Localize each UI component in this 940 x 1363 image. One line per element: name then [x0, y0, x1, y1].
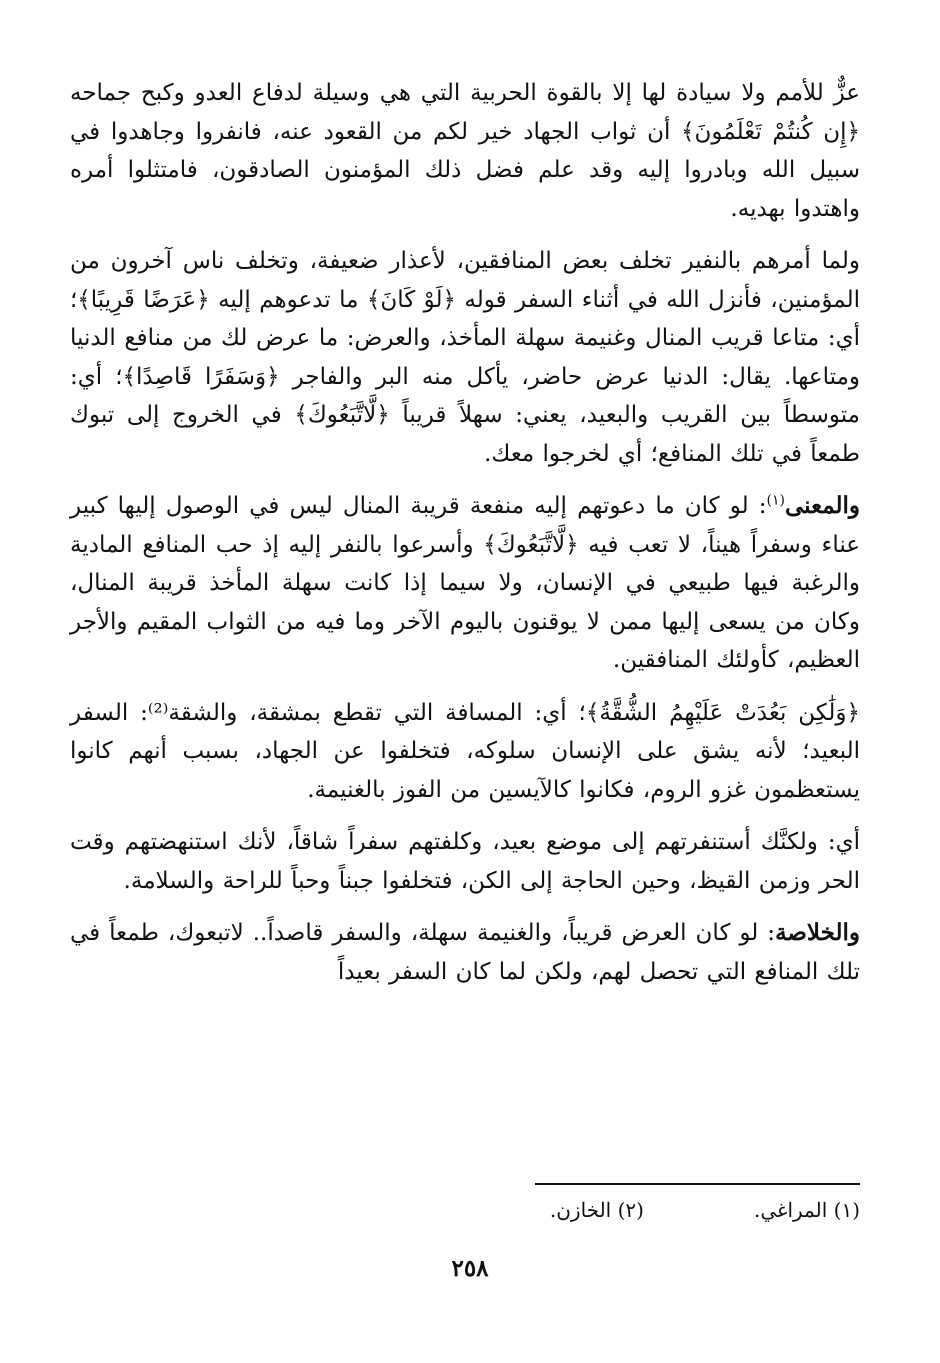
footnote-2 — [550, 1198, 644, 1222]
paragraph-text: أي: ولكنَّك أستنفرتهم إلى موضع بعيد، وكلفتهم سفراً شاقاً، لأنك استنهضتهم وقت الحر وزمن القيظ، وحين الحاجة إلى الكن، فتخلفوا جبناً وحباً للراحة والسلامة. — [70, 829, 860, 894]
paragraph-5 — [70, 823, 860, 900]
page-number: ٢٥٨ — [451, 1255, 489, 1282]
footnote-number: (٢) — [617, 1198, 644, 1222]
paragraph-text: : لو كان ما دعوتهم إليه منفعة قريبة المنال ليس في الوصول إليها كبير عناء وسفراً هيناً، لا تعب فيه ﴿لَّاتَّبَعُوكَ﴾ وأسرعوا بالنفر إليه إذ حب المنافع المادية والرغبة فيها طبيعي في الإنسان، ولا سيما إذا كانت سهلة المأخذ قريبة المنال، وكان من يسعى إليها ممن لا يوقنون باليوم الآخر وما فيه من الثواب المقيم والأجر العظيم، كأولئك المنافقين. — [70, 493, 860, 673]
paragraph-6 — [70, 914, 860, 991]
paragraph-text: عزٌّ للأمم ولا سيادة لها إلا بالقوة الحربية التي هي وسيلة لدفاع العدو وكبح جماحه ﴿إِن كُنتُمْ تَعْلَمُونَ﴾ أن ثواب الجهاد خير لكم من القعود عنه، فانفروا وجاهدوا في سبيل الله وبادروا إليه وقد علم فضل ذلك المؤمنون الصادقون، فامتثلوا أمره واهتدوا بهديه. — [70, 80, 860, 222]
footnotes — [70, 1198, 860, 1222]
footnote-1 — [754, 1198, 860, 1222]
paragraph-4 — [70, 694, 860, 810]
paragraph-text: ولما أمرهم بالنفير تخلف بعض المنافقين، لأعذار ضعيفة، وتخلف ناس آخرون من المؤمنين، فأنزل الله في أثناء السفر قوله ﴿لَوْ كَانَ﴾ ما تدعوهم إليه ﴿عَرَضًا قَرِيبًا﴾؛ أي: متاعا قريب المنال وغنيمة سهلة المأخذ، والعرض: ما عرض لك من منافع الدنيا ومتاعها. يقال: الدنيا عرض حاضر، يأكل منه البر والفاجر ﴿وَسَفَرًا قَاصِدًا﴾؛ أي: متوسطاً بين القريب والبعيد، يعني: سهلاً قريباً ﴿لَّاتَّبَعُوكَ﴾ في الخروج إلى تبوك طمعاً في تلك المنافع؛ أي لخرجوا معك. — [70, 248, 860, 467]
footnote-divider — [535, 1183, 860, 1185]
paragraph-3 — [70, 487, 860, 680]
paragraph-lead: والخلاصة — [775, 919, 860, 946]
paragraph-text: ﴿وَلَٰكِن بَعُدَتْ عَلَيْهِمُ الشُّقَّةُ﴾؛ أي: المسافة التي تقطع بمشقة، والشقة⁽²⁾: السفر البعيد؛ لأنه يشق على الإنسان سلوكه، فتخلفوا عن الجهاد، بسبب أنهم كانوا يستعظمون غزو الروم، فكانوا كالآيسين من الفوز بالغنيمة. — [70, 699, 861, 803]
paragraph-2 — [70, 242, 860, 473]
paragraph-lead: والمعنى — [784, 492, 860, 519]
paragraph-text: : لو كان العرض قريباً، والغنيمة سهلة، والسفر قاصداً.. لاتبعوك، طمعاً في تلك المنافع التي تحصل لهم، ولكن لما كان السفر بعيداً — [70, 920, 860, 985]
footnote-text: الخازن. — [549, 1198, 612, 1222]
footnote-ref: (١) — [766, 492, 785, 509]
footnote-number: (١) — [833, 1198, 860, 1222]
footnote-text: المراغي. — [753, 1198, 828, 1222]
main-text — [70, 74, 860, 1005]
paragraph-1 — [70, 74, 860, 228]
